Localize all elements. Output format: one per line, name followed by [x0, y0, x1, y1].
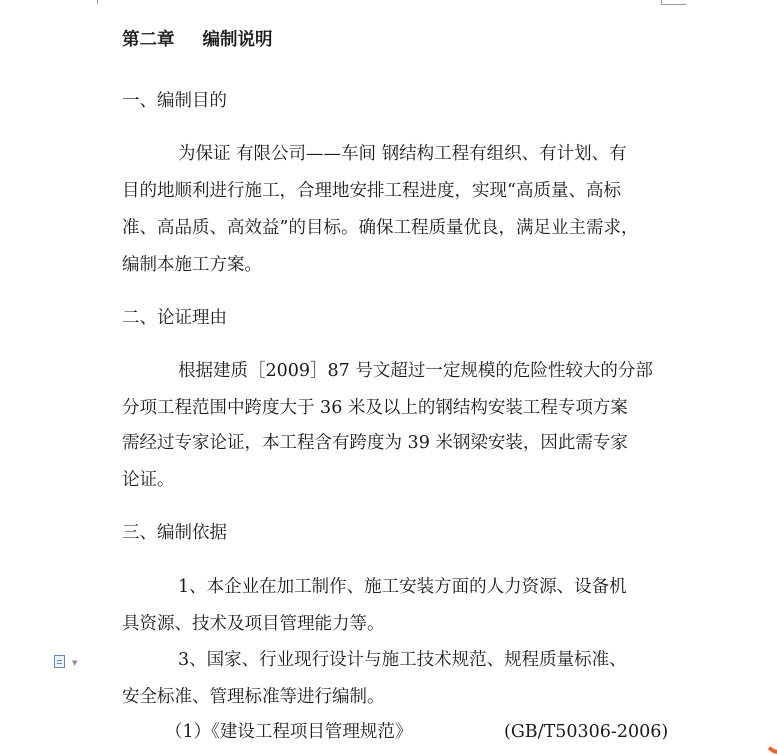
paragraph-line: 分项工程范围中跨度大于 36 米及以上的钢结构安装工程专项方案	[122, 398, 628, 418]
paragraph-line: 需经过专家论证，本工程含有跨度为 39 米钢梁安装，因此需专家	[122, 433, 628, 453]
paragraph-line: 编制本施工方案。	[122, 255, 262, 275]
section-heading: 三、编制依据	[122, 523, 227, 543]
paragraph-line: 1、本企业在加工制作、施工安装方面的人力资源、设备机	[178, 577, 627, 597]
section-heading: 二、论证理由	[122, 308, 227, 328]
paragraph-line: 安全标准、管理标准等进行编制。	[122, 687, 385, 707]
document-icon[interactable]	[54, 655, 65, 668]
paragraph-line: 准、高品质、高效益”的目标。确保工程质量优良，满足业主需求，	[122, 218, 639, 238]
chapter-title	[122, 29, 273, 51]
reference-item-name: （1）《建设工程项目管理规范》	[165, 722, 413, 742]
paragraph-line: 根据建质［2009］87 号文超过一定规模的危险性较大的分部	[178, 361, 653, 381]
section-heading: 一、编制目的	[122, 91, 227, 111]
paragraph-line: 3、国家、行业现行设计与施工技术规范、规程质量标准、	[178, 650, 627, 670]
chapter-name: 编制说明	[202, 30, 273, 50]
page-corner-mark-left	[97, 0, 98, 4]
paragraph-line: 目的地顺利进行施工，合理地安排工程进度，实现“高质量、高标	[122, 181, 621, 201]
reference-item-code: (GB/T50306-2006)	[504, 722, 669, 742]
dropdown-arrow-icon[interactable]: ▼	[72, 659, 78, 667]
paragraph-line: 具资源、技术及项目管理能力等。	[122, 614, 385, 634]
page-corner-mark-right	[661, 0, 686, 5]
paragraph-line: 论证。	[122, 470, 175, 490]
corner-swash-icon	[763, 716, 777, 754]
paragraph-line: 为保证 有限公司——车间 钢结构工程有组织、有计划、有	[178, 144, 627, 164]
chapter-number: 第二章	[122, 30, 175, 50]
